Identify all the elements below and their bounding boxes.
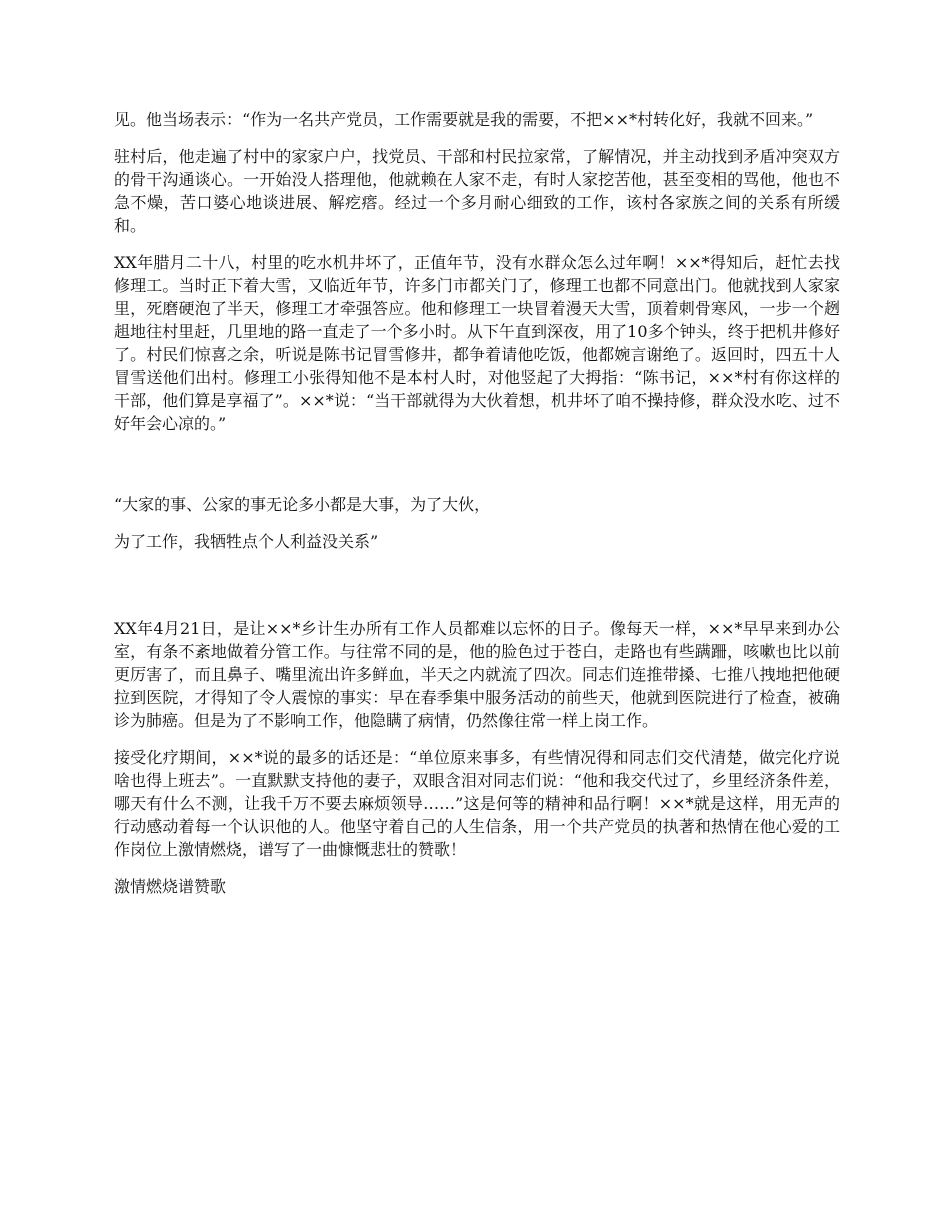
paragraph-1: 见。他当场表示：“作为一名共产党员，工作需要就是我的需要，不把××*村转化好，我就不回来。”	[114, 110, 814, 129]
paragraph-6: 激情燃烧谱赞歌	[114, 877, 227, 896]
paragraph-5: 接受化疗期间，××*说的最多的话还是：“单位原来事多，有些情况得和同志们交代清楚，做完化疗说啥也得上班去”。一直默默支持他的妻子，双眼含泪对同志们说：“他和我交代过了，乡里经济条件差，哪天有什么不测，让我千万不要去麻烦领导……”这是何等的精神和品行啊！××*就是这样，用无声的行动感动着每一个认识他的人。他坚守着自己的人生信条，用一个共产党员的执著和热情在他心爱的工作岗位上激情燃烧，谱写了一曲慷慨悲壮的赞歌！	[114, 748, 840, 859]
paragraph-2: 驻村后，他走遍了村中的家家户户，找党员、干部和村民拉家常，了解情况，并主动找到矛盾冲突双方的骨干沟通谈心。一开始没人搭理他，他就赖在人家不走，有时人家挖苦他，甚至变相的骂他，他也不急不燥，苦口婆心地谈进展、解疙瘩。经过一个多月耐心细致的工作，该村各家族之间的关系有所缓和。	[114, 147, 840, 235]
document-page	[114, 108, 840, 912]
quote-heading-line-1: “大家的事、公家的事无论多小都是大事，为了大伙，	[114, 495, 491, 514]
paragraph-4: XX年4月21日，是让××*乡计生办所有工作人员都难以忘怀的日子。像每天一样，××*早早来到办公室，有条不紊地做着分管工作。与往常不同的是，他的脸色过于苍白，走路也有些蹒跚，咳嗽也比以前更厉害了，而且鼻子、嘴里流出许多鲜血，半天之内就流了四次。同志们连推带搡、七推八拽地把他硬拉到医院，才得知了令人震惊的事实：早在春季集中服务活动的前些天，他就到医院进行了检查，被确诊为肺癌。但是为了不影响工作，他隐瞒了病情，仍然像往常一样上岗工作。	[114, 619, 840, 730]
section-spacer	[114, 449, 840, 493]
paragraph-3: XX年腊月二十八，村里的吃水机井坏了，正值年节，没有水群众怎么过年啊！××*得知后，赶忙去找修理工。当时正下着大雪，又临近年节，许多门市都关门了，修理工也都不同意出门。他就找到人家家里，死磨硬泡了半天，修理工才牵强答应。他和修理工一块冒着漫天大雪，顶着刺骨寒风，一步一个趔趄地往村里赶，几里地的路一直走了一个多小时。从下午直到深夜，用了10多个钟头，终于把机井修好了。村民们惊喜之余，听说是陈书记冒雪修井，都争着请他吃饭，他都婉言谢绝了。返回时，四五十人冒雪送他们出村。修理工小张得知他不是本村人时，对他竖起了大拇指：“陈书记，××*村有你这样的干部，他们算是享福了”。××*说：“当干部就得为大伙着想，机井坏了咱不操持修，群众没水吃、过不好年会心凉的。”	[114, 253, 840, 433]
quote-heading-line-2: 为了工作，我牺牲点个人利益没关系”	[114, 532, 379, 551]
section-spacer	[114, 567, 840, 617]
